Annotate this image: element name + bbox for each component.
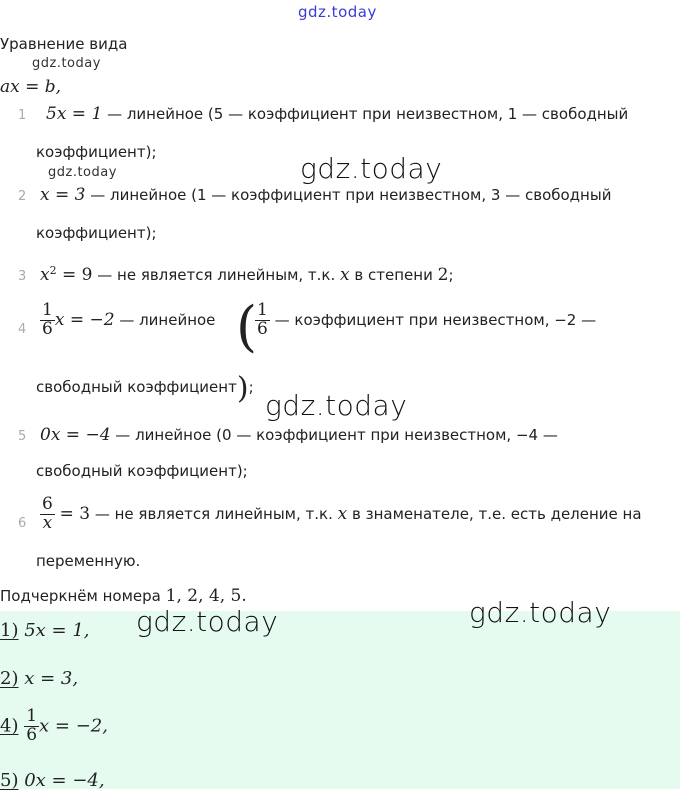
power-value: 2 [437, 265, 449, 285]
item-number: 2 [18, 189, 27, 204]
fraction [255, 302, 270, 339]
fraction-numerator: 1 [42, 300, 53, 320]
item-number: 6 [18, 516, 27, 531]
item-line [40, 496, 642, 533]
fraction-denominator: x [42, 512, 53, 533]
answer-line [0, 708, 108, 745]
summary-line [0, 586, 247, 606]
item-text: — не является линейным, т.к. [97, 266, 336, 284]
fraction [24, 708, 39, 745]
open-paren-icon: ( [236, 295, 258, 358]
item-tail: ; [448, 266, 454, 284]
answer-equation: 5x = 1, [24, 620, 90, 641]
variable: x [340, 265, 350, 285]
summary-numbers: 1, 2, 4, 5. [165, 586, 247, 606]
fraction [40, 302, 55, 339]
watermark-top: gdz.today [298, 3, 377, 21]
fraction-denominator: 6 [42, 318, 53, 339]
answer-label: 4) [0, 715, 19, 737]
item-line [46, 104, 628, 124]
answer-line [0, 668, 78, 689]
item-number: 4 [18, 322, 27, 337]
item-text-2: в степени [354, 266, 433, 284]
watermark-small-1: gdz.today [32, 56, 101, 71]
equation-rest: = 9 [56, 265, 93, 285]
item-text: — линейное (0 — коэффициент при неизвестном, −4 — [115, 426, 558, 444]
item-text: — линейное [119, 310, 216, 329]
fraction-numerator: 1 [26, 706, 38, 726]
item-text: — не является линейным, т.к. [94, 504, 333, 523]
answer-label: 5) [0, 770, 19, 791]
item-tail: ; [248, 378, 254, 396]
item-text-cont [36, 371, 254, 406]
item-line [40, 302, 215, 339]
item-number: 5 [18, 429, 27, 444]
answer-line [0, 620, 90, 641]
item-line [40, 264, 454, 285]
item-text-cont: коэффициент); [36, 143, 157, 161]
fraction-numerator: 1 [257, 300, 268, 320]
watermark-large-1: gdz.today [300, 152, 443, 185]
watermark-large-3: gdz.today [469, 596, 612, 629]
item-number: 3 [18, 269, 27, 284]
summary-text: Подчеркнём номера [0, 587, 161, 605]
answer-equation: x = −2, [39, 715, 108, 737]
answer-equation: x = 3, [24, 668, 79, 689]
equation: 5x = 1 [46, 104, 103, 124]
equation-base: x [40, 265, 50, 285]
item-number: 1 [18, 108, 27, 123]
item-text-cont: коэффициент); [36, 224, 157, 242]
equation-rest: = 3 [59, 503, 91, 524]
item-line-2 [255, 302, 596, 339]
variable: x [337, 503, 348, 524]
answer-equation: 0x = −4, [24, 770, 105, 791]
item-text: — линейное (1 — коэффициент при неизвестном, 3 — свободный [90, 186, 612, 204]
item-text-2: в знаменателе, т.е. есть деление на [352, 504, 642, 523]
item-line [40, 185, 611, 205]
fraction-denominator: 6 [257, 318, 268, 339]
equation: x = 3 [40, 185, 86, 205]
answer-line [0, 770, 105, 791]
equation-exponent: 2 [49, 264, 57, 277]
answer-highlight-area [0, 611, 680, 789]
item-text-cont-label: свободный коэффициент [36, 378, 237, 396]
answer-label: 2) [0, 668, 19, 689]
intro-formula: ax = b, [0, 77, 62, 97]
watermark-large-4: gdz.today [136, 605, 279, 638]
close-paren-icon: ) [236, 371, 249, 406]
watermark-small-2: gdz.today [48, 165, 117, 180]
equation-rest: x = −2 [54, 309, 115, 330]
equation: 0x = −4 [40, 425, 111, 445]
item-text-cont: свободный коэффициент); [36, 462, 248, 480]
intro-heading: Уравнение вида [0, 35, 128, 53]
item-text: — линейное (5 — коэффициент при неизвестном, 1 — свободный [107, 105, 629, 123]
watermark-large-2: gdz.today [265, 389, 408, 422]
answer-label: 1) [0, 620, 19, 641]
item-text-2: — коэффициент при неизвестном, −2 — [274, 310, 597, 329]
fraction-denominator: 6 [26, 724, 38, 745]
fraction-numerator: 6 [42, 494, 53, 514]
item-line [40, 425, 558, 445]
item-text-cont: переменную. [36, 552, 141, 570]
fraction [40, 496, 55, 533]
